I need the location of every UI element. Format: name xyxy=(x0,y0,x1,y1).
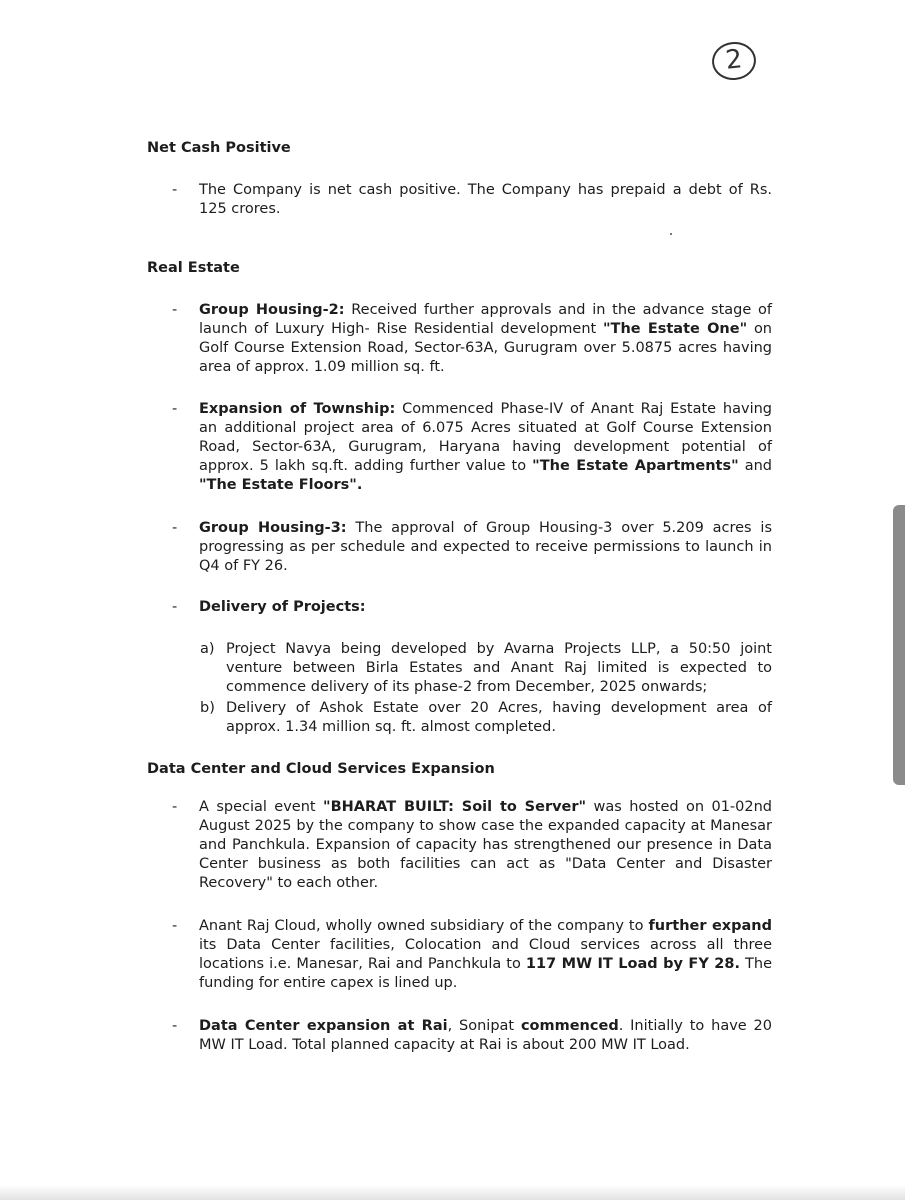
item-quote: "The Estate One" xyxy=(603,321,748,337)
item-quote: "The Estate Apartments" xyxy=(532,458,739,474)
item-text xyxy=(199,1017,772,1055)
item-quote: "BHARAT BUILT: Soil to Server" xyxy=(323,799,587,815)
item-quote: "The Estate Floors". xyxy=(199,477,363,493)
sub-item-text: Project Navya being developed by Avarna Projects LLP, a 50:50 joint venture between Birla Estates and Anant Raj limited is expected to commence delivery of its phase-2 from December, 2025 onwards; xyxy=(226,641,772,695)
bullet-dash: - xyxy=(172,182,178,198)
sub-item-b xyxy=(200,699,772,737)
item-title: Expansion of Township: xyxy=(199,401,396,417)
item-body: The approval of Group Housing-3 over 5.209 acres is progressing as per schedule and expected to receive permissions to launch in Q4 of FY 26. xyxy=(199,520,772,574)
item-text xyxy=(199,598,772,617)
list-item-net-cash xyxy=(172,181,772,219)
bullet-dash: - xyxy=(172,302,178,318)
item-title: Data Center expansion at Rai xyxy=(199,1018,448,1034)
list-item-township xyxy=(172,400,772,495)
list-item-cloud xyxy=(172,917,772,993)
page-number: 2 xyxy=(724,44,744,76)
list-item-group-housing-2 xyxy=(172,301,772,377)
item-body: on Golf Course Extension Road, Sector-63A, Gurugram over 5.0875 acres having area of approx. 1.09 million sq. ft. xyxy=(199,321,772,375)
bullet-dash: - xyxy=(172,799,178,815)
sub-item-label: b) xyxy=(200,700,215,716)
item-emphasis: 117 MW IT Load by FY 28. xyxy=(525,956,740,972)
heading-real-estate: Real Estate xyxy=(147,260,240,276)
item-text: The Company is net cash positive. The Company has prepaid a debt of Rs. 125 crores. xyxy=(199,182,772,217)
page-number-circle xyxy=(710,40,758,82)
item-text xyxy=(199,917,772,993)
sub-item-a xyxy=(200,640,772,697)
bullet-dash: - xyxy=(172,918,178,934)
item-body: and xyxy=(744,458,772,474)
list-item-rai xyxy=(172,1017,772,1055)
bullet-dash: - xyxy=(172,1018,178,1034)
heading-data-center: Data Center and Cloud Services Expansion xyxy=(147,761,495,777)
item-text xyxy=(199,301,772,377)
sub-item-text: Delivery of Ashok Estate over 20 Acres, having development area of approx. 1.34 million sq. ft. almost completed. xyxy=(226,700,772,735)
item-text xyxy=(199,400,772,495)
item-emphasis: further expand xyxy=(648,918,772,934)
sub-item-label: a) xyxy=(200,641,215,657)
item-emphasis: commenced xyxy=(520,1018,619,1034)
item-text xyxy=(199,519,772,576)
list-item-group-housing-3 xyxy=(172,519,772,576)
item-text xyxy=(199,798,772,893)
item-title: Delivery of Projects: xyxy=(199,599,366,615)
item-body: A special event xyxy=(199,799,316,815)
item-body: The funding for entire capex is lined up. xyxy=(199,956,773,991)
item-body: was hosted on 01-02nd August 2025 by the company to show case the expanded capacity at Manesar and Panchkula. Expansion of capacity has strengthened our presence in Data Center business as both facilities can act as "Data Center and Disaster Recovery" to each other. xyxy=(199,799,773,891)
item-title: Group Housing-3: xyxy=(199,520,347,536)
list-item-event xyxy=(172,798,772,893)
item-body: its Data Center facilities, Colocation and Cloud services across all three locations i.e. Manesar, Rai and Panchkula to xyxy=(199,937,772,972)
list-item-delivery xyxy=(172,598,772,617)
page-bottom-edge xyxy=(0,1185,905,1200)
item-body: Commenced Phase-IV of Anant Raj Estate having an additional project area of 6.075 Acres situated at Golf Course Extension Road, Sector-63A, Gurugram, Haryana having development potential of approx. 5 lakh sq.ft. adding further value to xyxy=(199,401,773,474)
item-body: Received further approvals and in the advance stage of launch of Luxury High- Rise Residential development xyxy=(199,302,772,337)
item-body: , Sonipat xyxy=(447,1018,515,1034)
item-body: Anant Raj Cloud, wholly owned subsidiary of the company to xyxy=(199,918,644,934)
bullet-dash: - xyxy=(172,520,178,536)
item-body: . Initially to have 20 MW IT Load. Total planned capacity at Rai is about 200 MW IT Load. xyxy=(199,1018,772,1053)
scrollbar-thumb[interactable] xyxy=(893,505,905,785)
bullet-dash: - xyxy=(172,401,178,417)
heading-net-cash: Net Cash Positive xyxy=(147,140,291,156)
item-title: Group Housing-2: xyxy=(199,302,345,318)
bullet-dash: - xyxy=(172,599,178,615)
scan-speck xyxy=(670,233,672,235)
